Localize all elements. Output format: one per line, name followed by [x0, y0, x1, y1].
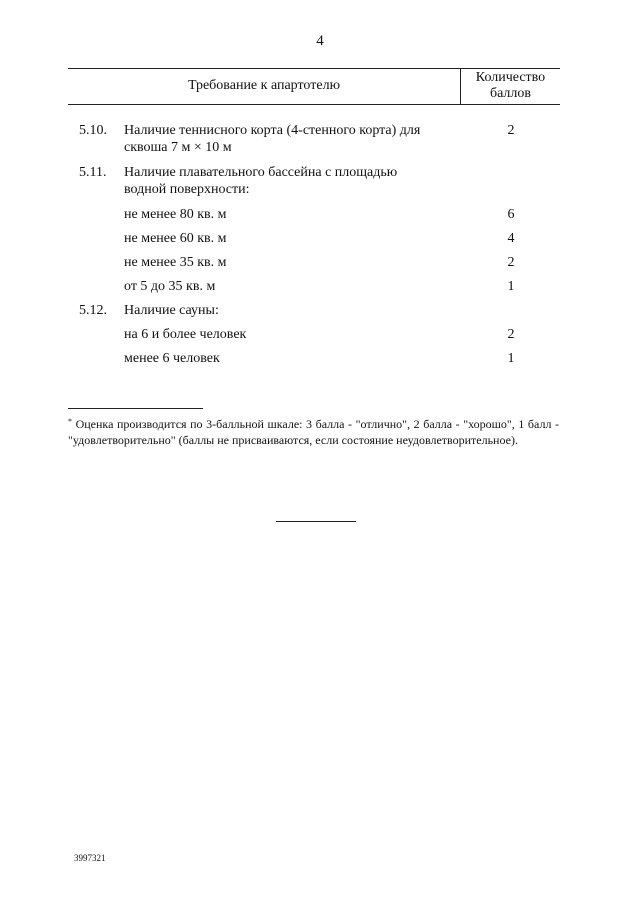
row-points: 2	[507, 255, 515, 270]
row-text: менее 6 человек	[124, 351, 220, 366]
row-text	[124, 164, 454, 198]
row-text: не менее 35 кв. м	[124, 255, 227, 270]
row-text	[124, 122, 454, 156]
row-points: 2	[507, 123, 515, 138]
header-points-line2: баллов	[489, 86, 532, 101]
end-of-document-rule	[276, 521, 356, 522]
row-points: 1	[507, 351, 515, 366]
footnote	[68, 414, 559, 448]
footnote-text: Оценка производится по 3-балльной шкале: 3 балла - "отлично", 2 балла - "хорошо", 1 балл - "удовлетворительно" (баллы не присваиваются, если состояние неудовлетворительное).	[68, 417, 560, 447]
row-points: 2	[507, 327, 515, 342]
table-header-rule	[68, 104, 560, 105]
row-text-line2: водной поверхности:	[124, 182, 250, 197]
row-number: 5.11.	[79, 165, 107, 180]
header-points	[461, 70, 560, 102]
row-text: на 6 и более человек	[124, 327, 247, 342]
document-id: 3997321	[74, 853, 106, 863]
row-text-line1: Наличие теннисного корта (4-стенного корта) для	[124, 123, 421, 138]
row-number: 5.12.	[79, 303, 107, 318]
row-text: не менее 60 кв. м	[124, 231, 227, 246]
row-number: 5.10.	[79, 123, 107, 138]
header-requirement: Требование к апартотелю	[187, 78, 341, 93]
row-text-line2: сквоша 7 м × 10 м	[124, 140, 232, 155]
row-text: от 5 до 35 кв. м	[124, 279, 216, 294]
footnote-separator	[68, 408, 203, 409]
row-points: 6	[507, 207, 515, 222]
row-text-line1: Наличие плавательного бассейна с площадью	[124, 165, 398, 180]
page-number: 4	[316, 33, 324, 49]
table-top-rule	[68, 68, 560, 69]
header-points-line1: Количество	[475, 70, 546, 85]
row-text: не менее 80 кв. м	[124, 207, 227, 222]
row-points: 1	[507, 279, 515, 294]
row-text: Наличие сауны:	[124, 303, 219, 318]
row-points: 4	[507, 231, 515, 246]
footnote-marker: *	[68, 417, 72, 426]
